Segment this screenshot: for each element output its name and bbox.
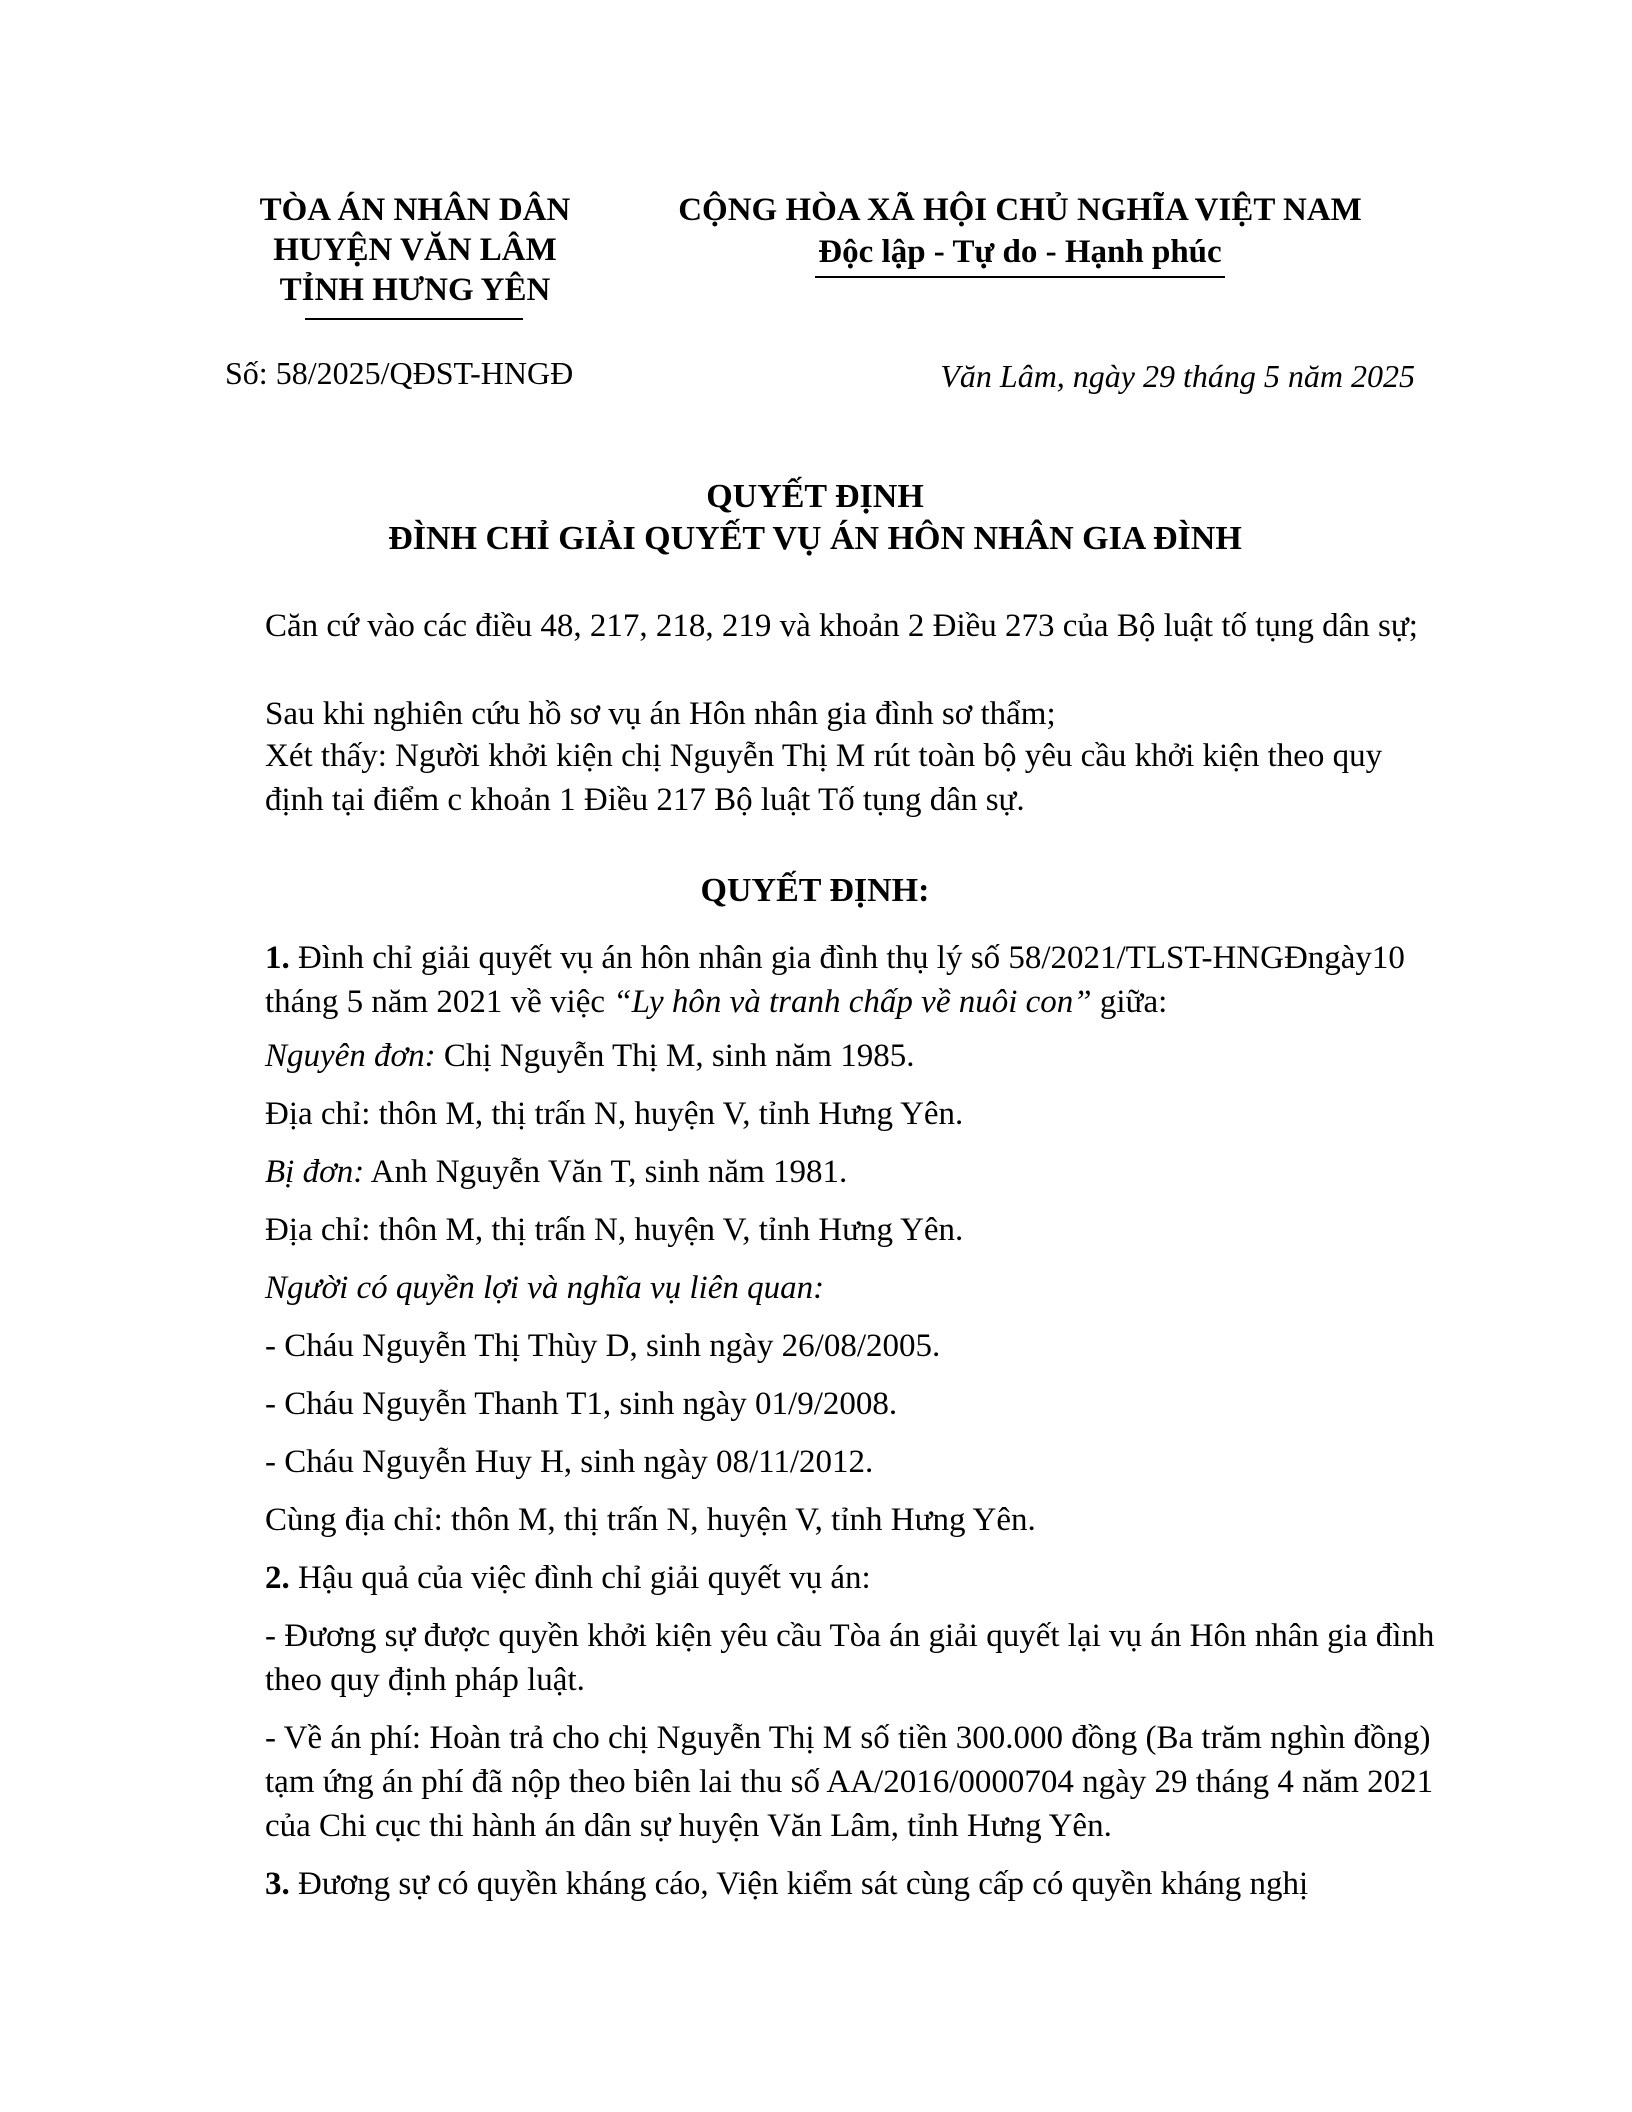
- court-line-2: HUYỆN VĂN LÂM: [273, 232, 557, 268]
- preamble-legal-basis: Căn cứ vào các điều 48, 217, 218, 219 và khoản 2 Điều 273 của Bộ luật tố tụng dân sự;: [265, 608, 1418, 644]
- plaintiff-label: Nguyên đơn:: [265, 1038, 436, 1074]
- court-name: [200, 190, 630, 310]
- court-underline: [305, 318, 523, 320]
- title-line-1: QUYẾT ĐỊNH: [706, 478, 924, 515]
- item-2-text: Hậu quả của việc đình chỉ giải quyết vụ án:: [289, 1560, 871, 1596]
- motto: Độc lập - Tự do - Hạnh phúc: [818, 234, 1222, 270]
- title-line-2: ĐÌNH CHỈ GIẢI QUYẾT VỤ ÁN HÔN NHÂN GIA ĐÌNH: [388, 520, 1242, 557]
- related-person-3: - Cháu Nguyễn Huy H, sinh ngày 08/11/2012.: [265, 1444, 874, 1480]
- item-1-case-quote: “Ly hôn và tranh chấp về nuôi con”: [613, 984, 1092, 1020]
- preamble-consideration: Xét thấy: Người khởi kiện chị Nguyễn Thị M rút toàn bộ yêu cầu khởi kiện theo quy định tại điểm c khoản 1 Điều 217 Bộ luật Tố tụng dân sự.: [265, 738, 1383, 818]
- item-2-heading: [265, 1556, 871, 1600]
- item-1-number: 1.: [265, 940, 290, 976]
- item-3-number: 3.: [265, 1866, 290, 1902]
- item-3-line: [265, 1862, 1308, 1906]
- preamble-study: Sau khi nghiên cứu hồ sơ vụ án Hôn nhân gia đình sơ thẩm;: [265, 696, 1056, 732]
- nation-name: CỘNG HÒA XÃ HỘI CHỦ NGHĨA VIỆT NAM: [678, 192, 1362, 228]
- item-2-bullet-2: - Về án phí: Hoàn trả cho chị Nguyễn Thị M số tiền 300.000 đồng (Ba trăm nghìn đồng) tạm ứng án phí đã nộp theo biên lai thu số AA/2016/0000704 ngày 29 tháng 4 năm 2021 của Chi cục thi hành án dân sự huyện Văn Lâm, tỉnh Hưng Yên.: [265, 1720, 1434, 1844]
- defendant-line: [265, 1150, 847, 1194]
- motto-underline: [815, 276, 1225, 278]
- common-address: Cùng địa chỉ: thôn M, thị trấn N, huyện V, tỉnh Hưng Yên.: [265, 1502, 1036, 1538]
- place-date: Văn Lâm, ngày 29 tháng 5 năm 2025: [940, 358, 1415, 394]
- item-3-text: Đương sự có quyền kháng cáo, Viện kiểm sát cùng cấp có quyền kháng nghị: [289, 1866, 1309, 1902]
- plaintiff-info: Chị Nguyễn Thị M, sinh năm 1985.: [435, 1038, 915, 1074]
- decision-heading: QUYẾT ĐỊNH:: [700, 872, 930, 909]
- defendant-label: Bị đơn:: [265, 1154, 365, 1190]
- defendant-address: Địa chỉ: thôn M, thị trấn N, huyện V, tỉnh Hưng Yên.: [265, 1212, 964, 1248]
- court-line-1: TÒA ÁN NHÂN DÂN: [259, 192, 571, 228]
- plaintiff-address: Địa chỉ: thôn M, thị trấn N, huyện V, tỉnh Hưng Yên.: [265, 1096, 964, 1132]
- plaintiff-line: [265, 1034, 914, 1078]
- court-line-3: TỈNH HƯNG YÊN: [279, 272, 551, 308]
- related-person-2: - Cháu Nguyễn Thanh T1, sinh ngày 01/9/2008.: [265, 1386, 898, 1422]
- item-2-bullet-1: - Đương sự được quyền khởi kiện yêu cầu Tòa án giải quyết lại vụ án Hôn nhân gia đình theo quy định pháp luật.: [265, 1618, 1435, 1698]
- related-persons-label: Người có quyền lợi và nghĩa vụ liên quan:: [265, 1270, 825, 1306]
- related-person-1: - Cháu Nguyễn Thị Thùy D, sinh ngày 26/08/2005.: [265, 1328, 941, 1364]
- item-1-text-b: giữa:: [1091, 984, 1168, 1020]
- defendant-info: Anh Nguyễn Văn T, sinh năm 1981.: [364, 1154, 848, 1190]
- item-1-paragraph: [195, 936, 1435, 1024]
- document-number: Số: 58/2025/QĐST-HNGĐ: [225, 355, 574, 391]
- item-2-number: 2.: [265, 1560, 290, 1596]
- item-1-text-a: Đình chỉ giải quyết vụ án hôn nhân gia đình thụ lý số 58/2021/TLST-HNGĐngày10 tháng 5 năm 2021 về việc: [265, 940, 1405, 1020]
